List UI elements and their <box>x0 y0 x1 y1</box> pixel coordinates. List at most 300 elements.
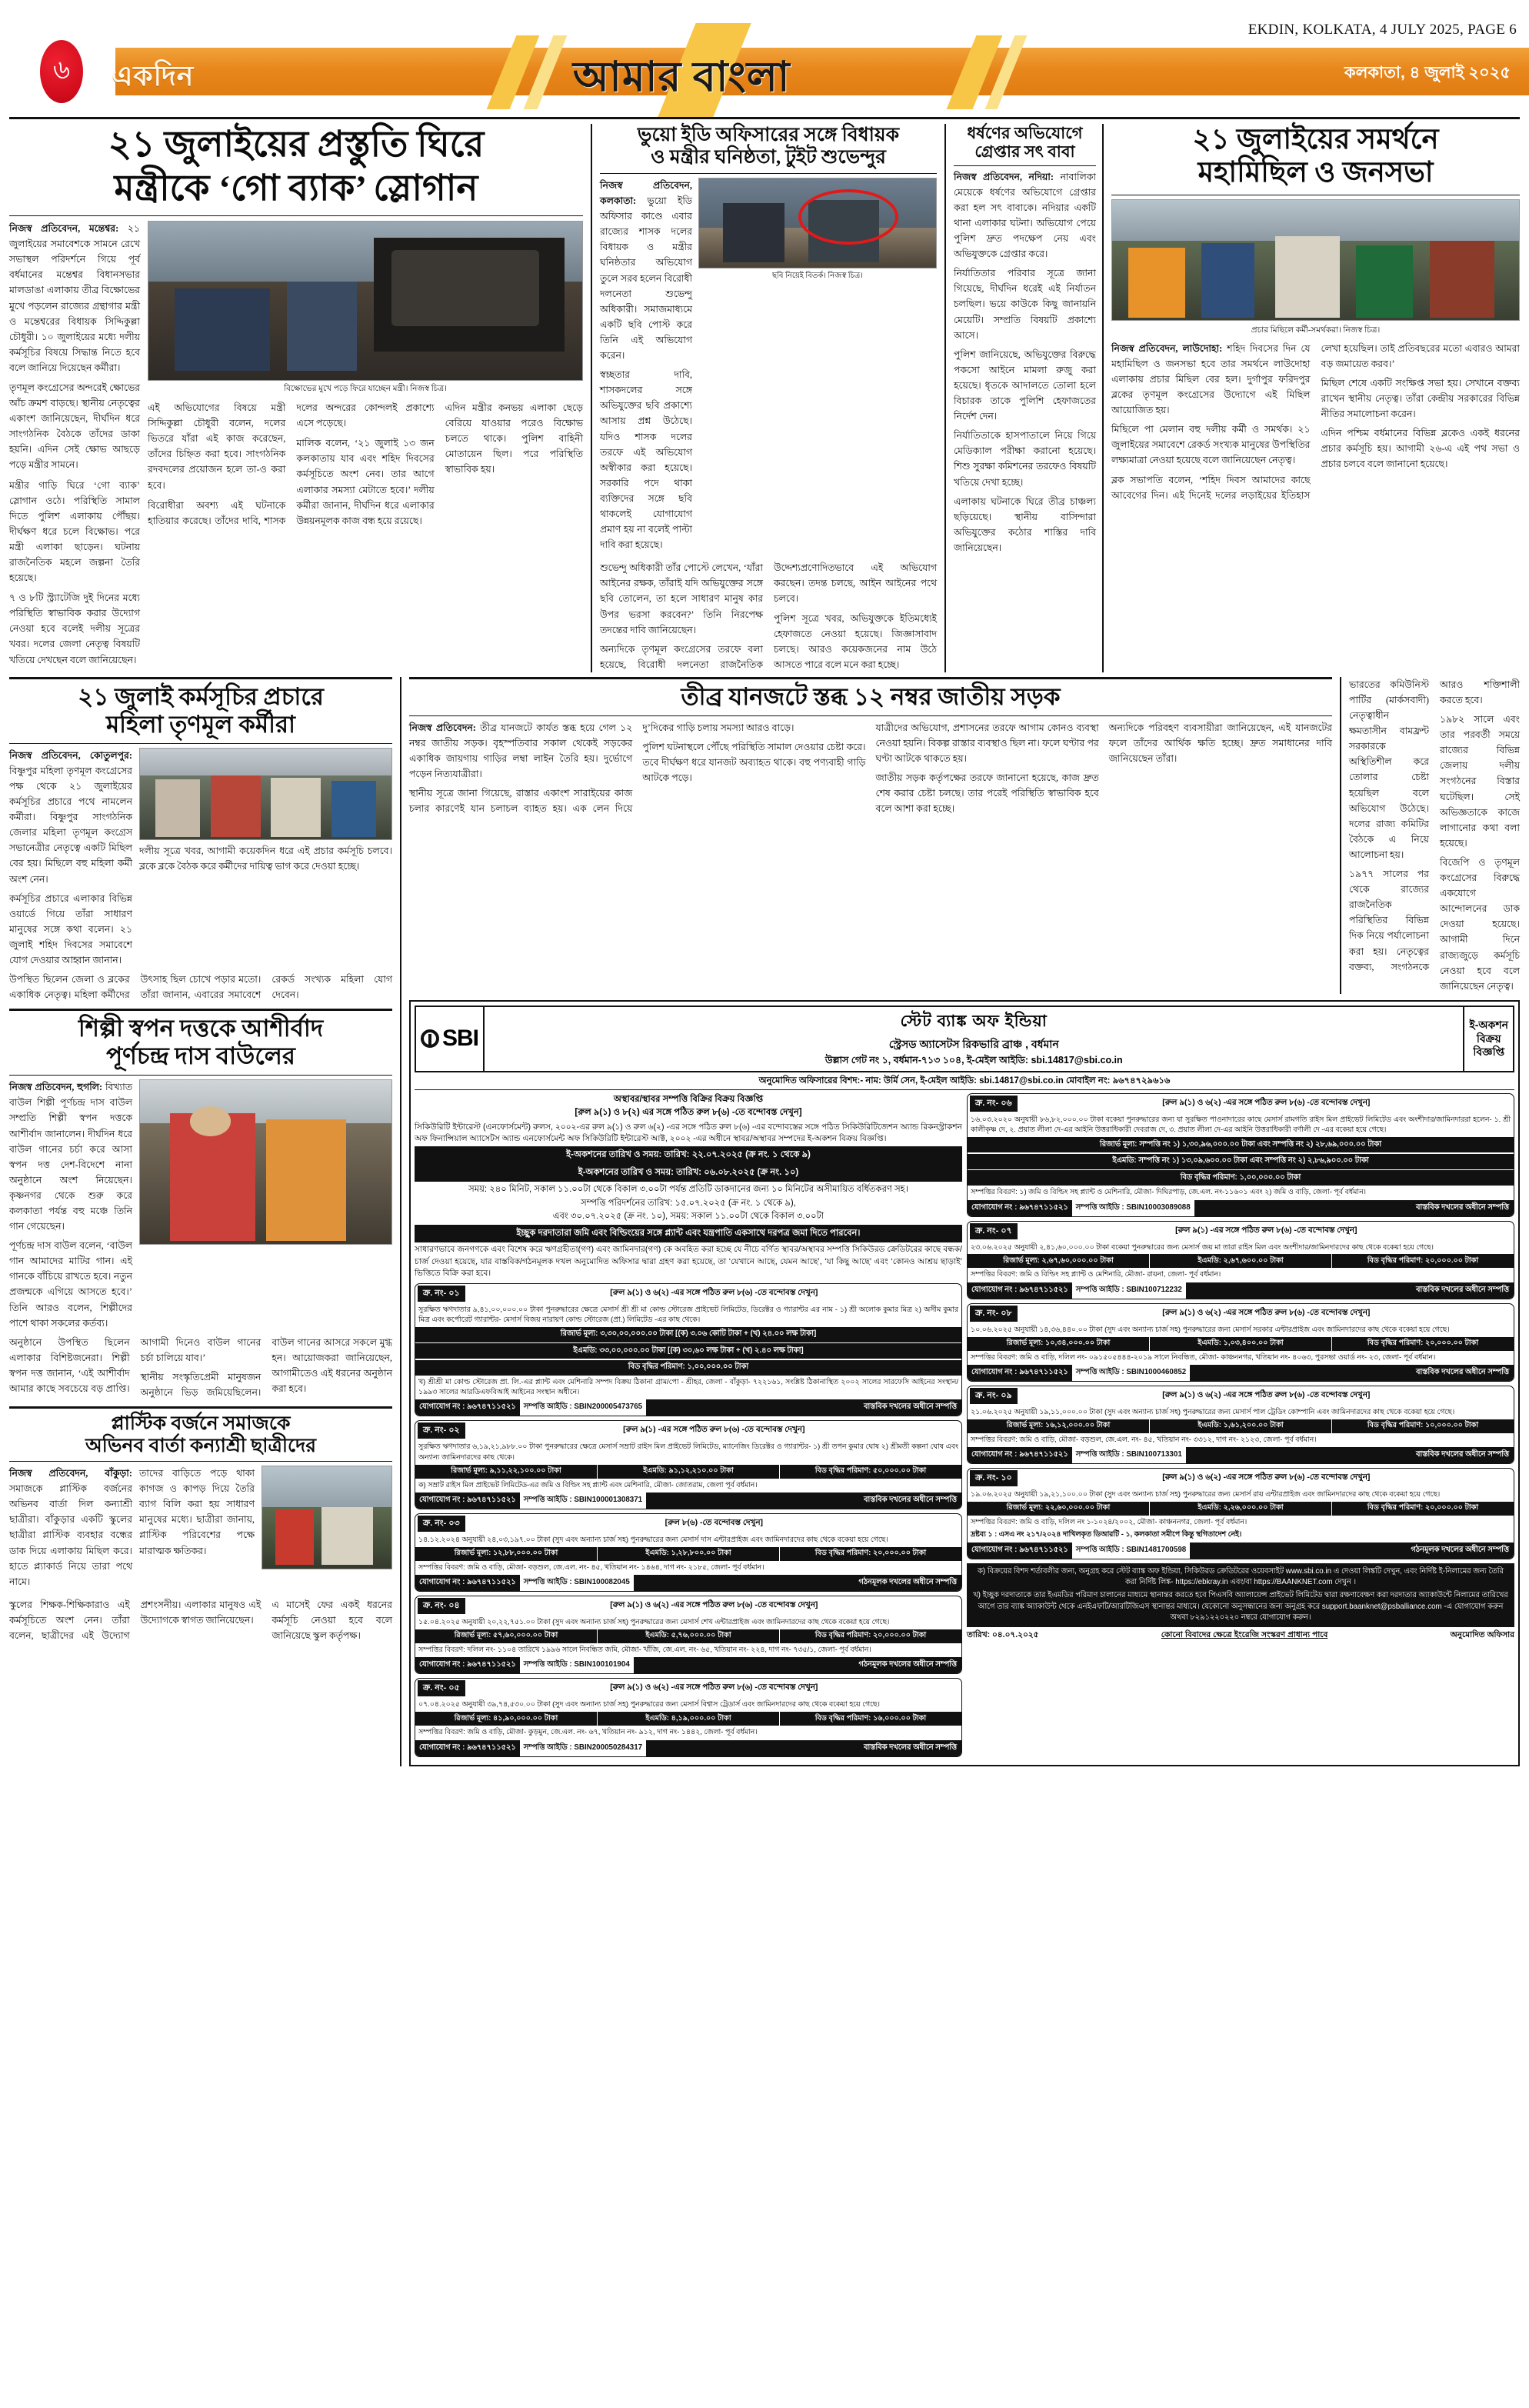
emd-value: ৩৩,০০,০০০.০০ টাকা [(ক) ৩০,৬০ লক্ষ টাকা + (খ) ২.৪০ লক্ষ টাকা] <box>599 1346 804 1355</box>
lot-extra: ক) সম্রাট রাইস মিল প্রাইভেট লিমিটেড-এর জমি ও বিল্ডিং সহ প্ল্যান্ট এবং মেশিনারি, মৌজা- জোতরাম, জেলা পূর্ব বর্ধমান। <box>418 1479 758 1489</box>
notice-body: সিকিউরিটি ইন্টারেস্ট (এনফোর্সমেন্ট) রুলস, ২০০২-এর রুল ৯(১) ও রুল ৬(২) -এর সঙ্গে পঠিত রুল ৮(৬) -এর বন্দোবস্তের সঙ্গে পঠিত সিকিউরিটিজেশন অ্যান্ড রিকনস্ট্রাকশন অফ ফিনান্সিয়াল অ্যাসেটস অ্যান্ড এনফোর্সমেন্ট অফ সিকিউরিটি ইন্টারেস্ট আক্ট, ২০০২ -এর অধীনে স্থাবর/অস্থাবর সম্পদের ই-অকশন বিক্রয় বিজ্ঞপ্তি। <box>415 1122 962 1143</box>
edition-line-bengali: কলকাতা, ৪ জুলাই ২০২৫ <box>1344 64 1511 82</box>
lot-description: সুরক্ষিত ঋণদাতার ৯,৪১,০০,০০০.০০ টাকা পুনরুদ্ধারের ক্ষেত্রে মেসার্স শ্রী শ্রী মা কোল্ড স্টোরেজ প্রাইভেট লিমিটেড, ডিরেক্টর ও গ্যারান্টর এর নাম - ১) শ্রী অলোক কুমার মিত্র ২) অসীম কুমার মিত্র এবং কর্পোরেট গ্যারান্টর- মেসার্স বিজয় নারায়ণ কোল্ড স্টোরেজ (প্রা.) লিমিটেড -এর কাছ থেকে। <box>418 1304 958 1323</box>
rally-story <box>1104 124 1520 672</box>
contact-label: যোগাযোগ নং : <box>419 1495 465 1504</box>
lot-description: ০৭.০৪.২০২৫ অনুযায়ী ৩৯,৭৪,৫৩০.০০ টাকা (সুদ এবং অন্যান্য চার্জ সহ) পুনরুদ্ধারের জন্য মেসার্স বিশ্বাস ট্রেডার্স এবং জামিনদারদের কাছ থেকে বকেয়া হয়ে গেছে। <box>418 1699 880 1709</box>
plastic-para-2: তাদের বাড়িতে পড়ে থাকা কাগজ ও কাপড় দিয়ে তৈরি ব্যাগ বিলি করা হয় সাধারণ মানুষের মধ্যে। ছাত্রীরা জানায়, প্লাস্টিক পরিবেশের পক্ষে মারাত্মক ক্ষতিকর। <box>139 1468 255 1556</box>
contact-value: ৯৬৭৪৭১১৫২১ <box>1019 1450 1068 1459</box>
divider <box>9 215 583 216</box>
highway-para-1: তীব্র যানজটে কার্যত স্তব্ধ হয়ে গেল ১২ নম্বর জাতীয় সড়ক। বৃহস্পতিবার সকাল থেকেই সড়কের একাধিক জায়গায় গাড়ির লম্বা লাইন তৈরি হয়। দুর্ভোগে পড়েন নিত্যযাত্রীরা। <box>409 722 633 780</box>
eauction-label-1: ই-অকশন <box>1469 1019 1508 1032</box>
property-id-label: সম্পত্তি আইডি : <box>523 1495 572 1504</box>
bid-value: ২০,০০০.০০ টাকা <box>873 1549 927 1558</box>
lot-number: ক্র. নং- ০১ <box>418 1286 465 1302</box>
contact-label: যোগাযোগ নং : <box>419 1660 465 1669</box>
women-photo <box>139 748 392 840</box>
lot-description: সুরক্ষিত ঋণদাতার ৬,১৯,২১,৯৮৮.০০ টাকা পুনরুদ্ধারের ক্ষেত্রে মেসার্স সম্রাট রাইস মিল প্রাইভেট লিমিটেড, ম্যানেজিং ডিরেক্টর ও গ্যারান্টর- ১) শ্রী তপন কুমার ঘোষ ২) শ্রীমতী কল্পনা ঘোষ এবং অন্যান্য জামিনদারদের কাছ থেকে। <box>418 1442 958 1461</box>
bid-value: ১,০০,০০০.০০ টাকা <box>687 1362 749 1372</box>
lot-reserve-row <box>415 1327 961 1342</box>
plastic-photo <box>261 1466 392 1569</box>
women-col-2 <box>139 748 392 968</box>
reserve-value: ৯,১১,২২,১০০.০০ টাকা <box>489 1466 561 1476</box>
plastic-para-1: সমাজকে প্লাস্টিক বর্জনের অভিনব বার্তা দিল কন্যাশ্রী ছাত্রীরা। বাঁকুড়ার একটি স্কুলের ছাত্রীরা প্লাস্টিক ব্যবহার বন্ধের ডাক দিয়ে এলাকায় মিছিল করে। হাতে প্ল্যাকার্ড নিয়ে তারা পথে নামে। <box>9 1483 132 1587</box>
lot-description: ১০.০৬.২০২৫ অনুযায়ী ১৪,৩৬,৪৪০.০০ টাকা (সুদ এবং অন্যান্য চার্জ সহ) পুনরুদ্ধারের জন্য মেসার্স সরকার এন্টারপ্রাইজ এবং জামিনদারদের কাছ থেকে বকেয়া হয়ে গেছে। <box>971 1324 1450 1333</box>
lot-rule: [রুল ৯(১) ও ৬(২) -এর সঙ্গে পঠিত রুল ৮(৬) -তে বন্দোবস্ত দেখুন] <box>1162 1390 1371 1399</box>
lead-col-2-text <box>148 400 583 529</box>
highway-para-4: যাত্রীদের অভিযোগ, প্রশাসনের তরফে আগাম কোনও ব্যবস্থা নেওয়া হয়নি। বিকল্প রাস্তার ব্যবস্থাও ছিল না। ফলে ঘণ্টার পর ঘণ্টা আটকে থাকতে হয়। <box>875 722 1099 765</box>
auction-timing: সময়: ২৪০ মিনিট, সকাল ১১.০০টা থেকে বিকাল ৩.০০টা পর্যন্ত প্রতিটি ডাকদানের জন্য ১০ মিনিটের অসীমায়িত বর্ধিতকরণ সহ। <box>468 1185 908 1195</box>
reserve-value: ৫৭,৬০,০০০.০০ টাকা <box>493 1631 558 1640</box>
bid-value: ২০,০০০.০০ টাকা <box>1425 1256 1479 1265</box>
lot-reserve-emd-row <box>415 1712 961 1726</box>
rally-photo-caption: প্রচার মিছিলে কর্মী-সমর্থকরা। নিজস্ব চিত্র। <box>1251 325 1381 335</box>
ed-para-5: পুলিশ সূত্রে খবর, অভিযুক্তকে ইতিমধ্যেই হেফাজতে নেওয়া হয়েছে। জিজ্ঞাসাবাদ চলছে। আরও কয়েকজনের নাম উঠে আসতে পারে বলে মনে করা হচ্ছে। <box>774 612 937 670</box>
sbi-bank-names <box>485 1007 1463 1071</box>
lot-rule: [রুল ৮(৬) -তে বন্দোবস্ত দেখুন] <box>665 1518 763 1527</box>
auction-lot <box>415 1596 962 1674</box>
public-notice: সাধারণভাবে জনগণকে এবং বিশেষ করে ঋণগ্রহীতা(গণ) এবং জামিনদার(গণ) কে অবহিত করা হচ্ছে যে নীচে বর্ণিত স্থাবর/অস্থাবর সম্পত্তি সিকিউরড ক্রেডিটরের কাছে বন্ধক/চার্জ দেওয়া হয়েছে, যার বাস্তবিক/গঠনমূলক দখল অনুমোদিত অফিসার দ্বারা গ্রহণ করা হয়েছে, তা ‘যেখানে আছে, যেমন আছে’, ‘যা কিছু আছে’ এবং ‘কোনও আশ্রয় ছাড়াই’ ভিত্তিতে বিক্রি করা হবে। <box>415 1245 962 1279</box>
authorised-officer-line: অনুমোদিত অফিসারের বিশদ:- নাম: উর্মি সেন, ই-মেইল আইডি: sbi.14817@sbi.co.in মোবাইল নং: ৯৬৭৪৭২৯৬১৬ <box>415 1075 1514 1090</box>
cpm-para-3: ১৯৮২ সালে এবং তার পরবর্তী সময়ে রাজ্যের বিভিন্ন জেলায় দলীয় সংগঠনের বিস্তার ঘটেছিল। সেই অভিজ্ঞতাকে কাজে লাগানোর কথা বলা হয়েছে। <box>1440 714 1520 849</box>
rally-para-3: ব্লক সভাপতি বলেন, ‘শহিদ দিবস আমাদের কাছে আবেগের দিন। এই দিনেই দলের লড়াইয়ের ইতিহাস লেখা হয়েছিল। তাই প্রতিবছরের মতো এবারও আমরা বড় জমায়েত করব।’ <box>1111 342 1520 501</box>
lot-contact-row <box>968 1365 1514 1381</box>
possession-status: গঠনমূলক দখলের অধীনে সম্পত্তি <box>858 1660 957 1669</box>
divider <box>9 743 392 744</box>
artist-col-1 <box>9 1079 132 1331</box>
emd-label: ইএমডি: <box>1198 1503 1221 1513</box>
property-id-label: সম্পত্তি আইডি : <box>1075 1545 1124 1554</box>
lead-headline-line1: ২১ জুলাইয়ের প্রস্তুতি ঘিরে <box>108 125 485 165</box>
divider <box>9 1461 392 1462</box>
bid-label: বিড বৃদ্ধির পরিমাণ: <box>1367 1256 1424 1265</box>
lot-description: ১৫.০৪.২০২৫ অনুযায়ী ২০,২২,৭৫১.০০ টাকা (সুদ এবং অন্যান্য চার্জ সহ) পুনরুদ্ধারের জন্য মেসার্স শেখ এন্টারপ্রাইজ এবং জামিনদারদের কাছ থেকে বকেয়া হয়ে গেছে। <box>418 1617 890 1626</box>
lot-contact-row <box>968 1200 1514 1216</box>
lead-para-8: এদিন মন্ত্রীর কনভয় এলাকা ছেড়ে বেরিয়ে যাওয়ার পরেও বিক্ষোভ চলতে থাকে। পুলিশ বাহিনী মোতায়েন ছিল। পরে পরিস্থিতি স্বাভাবিক হয়। <box>445 402 583 475</box>
ed-col-1 <box>600 178 692 556</box>
auction-lot <box>967 1093 1514 1217</box>
artist-para-1: বিখ্যাত বাউল শিল্পী পূর্ণচন্দ্র দাস বাউল সম্প্রতি শিল্পী স্বপন দত্তকে আশীর্বাদ জানালেন। দীর্ঘদিন ধরে বাউল গানের চর্চা করে আসা স্বপন দত্ত দেশ-বিদেশে নানা অনুষ্ঠানে অংশ নিয়েছেন। কৃষ্ণনগর থেকে শুরু করে কলকাতা পর্যন্ত বহু মঞ্চে তিনি গান গেয়েছেন। <box>9 1082 132 1232</box>
contact-label: যোগাযোগ নং : <box>419 1578 465 1587</box>
rally-para-1: শহিদ দিবসের দিন যে মহামিছিল ও জনসভা হবে তার সমর্থনে লাউদোহা এলাকায় প্রচার মিছিল বের হল। দুর্গাপুর ফরিদপুর ব্লকের তৃণমূল কংগ্রেসের উদ্যোগে এই মিছিল আয়োজিত হয়। <box>1111 342 1311 416</box>
ad-columns <box>415 1093 1514 1760</box>
bid-value: ১,০০,০০০.০০ টাকা <box>1239 1172 1301 1182</box>
ed-para-3: শুভেন্দু অধিকারী তাঁর পোস্টে লেখেন, ‘যাঁরা আইনের রক্ষক, তাঁরাই যদি অভিযুক্তের সঙ্গে ছবি তোলেন, তা হলে সাধারণ মানুষ কার উপর ভরসা করবেন?’ তিনি নিরপেক্ষ তদন্তের দাবি জানিয়েছেন। <box>600 562 763 635</box>
contact-label: যোগাযোগ নং : <box>971 1450 1018 1459</box>
plastic-col-2 <box>139 1466 255 1593</box>
plastic-story <box>9 1406 392 1643</box>
left-column-stack <box>9 677 401 1766</box>
ad-terms-a: ক) বিক্রয়ের বিশদ শর্তাবলীর জন্য, অনুগ্রহ করে স্টেট ব্যাঙ্ক অফ ইন্ডিয়া, সিকিউরড ক্রেডিটরের ওয়েবসাইট www.sbi.co.in এ দেওয়া লিঙ্কটি দেখুন, এবং নির্দিষ্ট ই-নিলামের জন্য তৈরি করা নির্দিষ্ট লিঙ্ক- https://ebkray.in এবং/বা https://BAANKNET.com দেখুন । <box>978 1566 1504 1587</box>
highway-byline: নিজস্ব প্রতিবেদন: <box>409 722 476 733</box>
women-body-row <box>9 748 392 968</box>
auction-date-line-1: ই-অকশনের তারিখ ও সময়: তারিখ: ২২.০৭.২০২৫ (ক্র নং. ১ থেকে ৯) <box>415 1146 962 1164</box>
plastic-headline-line2: অভিনব বার্তা কন্যাশ্রী ছাত্রীদের <box>85 1436 316 1457</box>
ad-column-left <box>415 1093 962 1760</box>
bid-value: ২০,০০০.০০ টাকা <box>1425 1339 1479 1348</box>
contact-value: ৯৬৭৪৭১১৫২১ <box>1019 1285 1068 1294</box>
lead-para-7: মালিক বলেন, ‘২১ জুলাই ১৩ জন কলকাতায় যাব এবং শহিদ দিবসের কর্মসূচিতে অংশ নেব। তার আগে এলাকার সমস্যা মেটাতে হবে।’ দলীয় কর্মীরা জানান, দীর্ঘদিন ধরে এলাকার উন্নয়নমূলক কাজ বন্ধ হয়ে রয়েছে। <box>296 438 435 526</box>
emd-value: ২,৬৭,৬০০.০০ টাকা <box>1223 1256 1284 1265</box>
women-story <box>9 677 392 1002</box>
auction-lot <box>415 1283 962 1417</box>
lead-para-2: তৃণমূল কংগ্রেসের অন্দরেই ক্ষোভের আঁচ ক্রমশ বাড়ছে। স্থানীয় নেতৃত্বের একাংশ জানিয়েছেন, দীর্ঘদিন ধরে সাংগঠনিক বৈঠকে তাঁদের ডাকা হয়নি। এদিন সেই ক্ষোভ আছড়ে পড়ে মন্ত্রীর সামনে। <box>9 382 140 471</box>
women-para-1: বিষ্ণুপুর মহিলা তৃণমূল কংগ্রেসের পক্ষ থেকে ২১ জুলাইয়ের কর্মসূচির প্রচারে পথে নামলেন কর্মীরা। বিষ্ণুপুর সাংগঠনিক জেলার মহিলা তৃণমূল কংগ্রেস সভানেত্রীর নেতৃত্বে একটি মিছিল বের হয়। মিছিলে বহু মহিলা কর্মী অংশ নেন। <box>9 765 132 885</box>
women-byline: নিজস্ব প্রতিবেদন, কোতুলপুর: <box>9 749 132 761</box>
baba-byline: নিজস্ব প্রতিবেদন, নদিয়া: <box>954 171 1054 182</box>
property-id-label: সম্পত্তি আইডি : <box>523 1402 572 1412</box>
highway-para-6: অন্যদিকে পরিবহণ ব্যবসায়ীরা জানিয়েছেন, এই যানজটের ফলে তাঁদের আর্থিক ক্ষতি হচ্ছে। দ্রুত সমাধানের দাবি জানিয়েছেন তাঁরা। <box>1108 722 1332 765</box>
property-id-value: SBIN200050284317 <box>574 1743 643 1752</box>
lot-bid-row <box>968 1170 1514 1186</box>
highway-para-3: পুলিশ ঘটনাস্থলে পৌঁছে পরিস্থিতি সামাল দেওয়ার চেষ্টা করে। তবে দীর্ঘক্ষণ ধরে যানজট অব্যাহত থাকে। বহু পণ্যবাহী গাড়ি আটকে পড়ে। <box>642 741 866 784</box>
lead-story <box>9 124 592 672</box>
artist-para-4: স্থানীয় সংস্কৃতিপ্রেমী মানুষজন অনুষ্ঠানে ভিড় জমিয়েছিলেন। বাউল গানের আসরে সকলে মুগ্ধ হন। আয়োজকরা জানিয়েছেন, আগামীতেও এই ধরনের অনুষ্ঠান করা হবে। <box>140 1336 392 1398</box>
artist-story <box>9 1009 392 1400</box>
lot-description: ১৯.০৬.২০২৫ অনুযায়ী ১৯,২১,১০০.০০ টাকা (সুদ এবং অন্যান্য চার্জ সহ) পুনরুদ্ধারের জন্য মেসার্স রায় এন্টারপ্রাইজ এবং জামিনদারদের কাছ থেকে বকেয়া হয়ে গেছে। <box>971 1489 1441 1499</box>
property-id-label: সম্পত্তি আইডি : <box>1075 1367 1124 1376</box>
lot-number: ক্র. নং- ০৭ <box>970 1223 1018 1239</box>
highway-para-5: জাতীয় সড়ক কর্তৃপক্ষের তরফে জানানো হয়েছে, কাজ দ্রুত শেষ করার চেষ্টা চলছে। তার পরেই পরিস্থিতি স্বাভাবিক হবে বলে আশা করা হচ্ছে। <box>875 772 1099 815</box>
bid-label: বিড বৃদ্ধির পরিমাণ: <box>628 1362 685 1372</box>
emd-value: ৪,১৯,০০০.০০ টাকা <box>671 1713 731 1723</box>
artist-para-3: অনুষ্ঠানে উপস্থিত ছিলেন এলাকার বিশিষ্টজনেরা। শিল্পী স্বপন দত্ত জানান, ‘এই আশীর্বাদ আমার কাছে সবচেয়ে বড় প্রাপ্তি। আগামী দিনেও বাউল গানের চর্চা চালিয়ে যাব।’ <box>9 1336 261 1394</box>
ed-para-2: স্বচ্ছতার দাবি, শাসকদলের সঙ্গে অভিযুক্তের ছবি প্রকাশ্যে আসায় প্রশ্ন উঠেছে। যদিও শাসক দলের তরফে এই অভিযোগ অস্বীকার করা হয়েছে। সরকারি পদে থাকা ব্যক্তিদের সঙ্গে ছবি থাকলেই যোগাযোগ প্রমাণ হয় না বলেই পাল্টা দাবি করা হয়েছে। <box>600 369 692 551</box>
reserve-label: রিজার্ভ মূল্য: <box>1003 1256 1040 1265</box>
middle-right-stack <box>401 677 1520 1766</box>
reserve-label: রিজার্ভ মূল্য: <box>451 1466 488 1476</box>
plastic-col-1 <box>9 1466 132 1593</box>
plastic-body-row <box>9 1466 392 1593</box>
plastic-col-3 <box>261 1466 392 1593</box>
lead-headline-line2: মন্ত্রীকে ‘গো ব্যাক’ স্লোগান <box>114 168 478 208</box>
contact-label: যোগাযোগ নং : <box>971 1202 1018 1212</box>
ed-col-2 <box>698 178 937 556</box>
bid-value: ২০,০০০.০০ টাকা <box>1425 1503 1479 1513</box>
lot-emd-row <box>968 1154 1514 1169</box>
auction-lot <box>967 1303 1514 1382</box>
baba-story <box>954 124 1104 672</box>
reserve-label: রিজার্ভ মূল্য: <box>1006 1339 1044 1348</box>
plastic-para-4: এ মাসেই ফের একই ধরনের কর্মসূচি নেওয়া হবে বলে জানিয়েছে স্কুল কর্তৃপক্ষ। <box>271 1599 392 1642</box>
emd-label: ইএমডি: <box>645 1549 669 1558</box>
contact-value: ৯৬৭৪৭১১৫২১ <box>467 1743 516 1752</box>
baba-para-1: নাবালিকা মেয়েকে ধর্ষণের অভিযোগে গ্রেপ্তার করা হল সৎ বাবাকে। নদিয়ার একটি থানা এলাকার ঘটনা। অভিযোগ পেয়ে পুলিশ দ্রুত পদক্ষেপ নেয় এবং অভিযুক্তকে গ্রেপ্তার করে। <box>954 171 1096 260</box>
publication-logo: একদিন <box>112 60 195 92</box>
lot-rule: [রুল ৯(১) -এর সঙ্গে পঠিত রুল ৮(৬) -তে বন্দোবস্ত দেখুন] <box>1175 1226 1357 1235</box>
reserve-value: ১২,৮৮,০০০.০০ টাকা <box>493 1549 558 1558</box>
cpm-para-1: ভারতের কমিউনিস্ট পার্টির (মার্কসবাদী) নেতৃত্বাধীন ক্ষমতাসীন বামফ্রন্ট সরকারকে অস্থিতিশীল করে তোলার চেষ্টা হয়েছিল বলে অভিযোগ উঠেছে। দলের রাজ্য কমিটির বৈঠকে এ নিয়ে আলোচনা হয়। <box>1349 679 1429 860</box>
reserve-value: ৪১,৯০,০০০.০০ টাকা <box>493 1713 558 1723</box>
lot-reserve-emd-row <box>968 1419 1514 1433</box>
property-id-value: SBIN200005473765 <box>574 1402 643 1412</box>
possession-status: বাস্তবিক দখলের অধীনে সম্পত্তি <box>1415 1367 1509 1376</box>
right-headline-group <box>946 124 1520 672</box>
plastic-headline-line1: প্লাস্টিক বর্জনে সমাজকে <box>111 1413 291 1435</box>
emd-label: ইএমডি: <box>645 1713 669 1723</box>
baba-para-4: নির্যাতিতাকে হাসপাতালে নিয়ে গিয়ে মেডিক্যাল পরীক্ষা করানো হয়েছে। শিশু সুরক্ষা কমিশনের তরফেও বিষয়টি খতিয়ে দেখা হচ্ছে। <box>954 430 1096 488</box>
women-col-1 <box>9 748 132 968</box>
contact-value: ৯৬৭৪৭১১৫২১ <box>1019 1367 1068 1376</box>
highway-headline: তীব্র যানজটে স্তব্ধ ১২ নম্বর জাতীয় সড়ক <box>681 682 1061 710</box>
lead-para-3: মন্ত্রীর গাড়ি ঘিরে ‘গো ব্যাক’ স্লোগান ওঠে। পরিস্থিতি সামাল দিতে পুলিশ এলাকায় পৌঁছয়। দীর্ঘক্ষণ ধরে চলে বিক্ষোভ। পরে মন্ত্রী এলাকা ছাড়েন। ঘটনায় রাজনৈতিক মহলে জল্পনা তৈরি হয়েছে। <box>9 479 140 584</box>
bid-value: ১০,০০০.০০ টাকা <box>1425 1421 1479 1430</box>
lot-number: ক্র. নং- ০৩ <box>418 1516 465 1532</box>
lot-number: ক্র. নং- ০৯ <box>970 1388 1018 1404</box>
eauction-label-3: বিজ্ঞপ্তি <box>1473 1046 1505 1059</box>
property-id-value: SBIN1481700598 <box>1126 1545 1187 1554</box>
possession-status: বাস্তবিক দখলের অধীনে সম্পত্তি <box>1415 1450 1509 1459</box>
bid-label: বিড বৃদ্ধির পরিমাণ: <box>814 1549 871 1558</box>
bid-label: বিড বৃদ্ধির পরিমাণ: <box>814 1713 871 1723</box>
reserve-label: রিজার্ভ মূল্য: <box>454 1713 491 1723</box>
reserve-value: ১০,৩৪,০০০.০০ টাকা <box>1045 1339 1111 1348</box>
contact-label: যোগাযোগ নং : <box>971 1285 1018 1294</box>
lot-rule: [রুল ৯(১) ও ৬(২) -এর সঙ্গে পঠিত রুল ৮(৬) -তে বন্দোবস্ত দেখুন] <box>1162 1308 1371 1317</box>
ad-signature-row <box>967 1627 1514 1643</box>
artist-photo <box>139 1079 392 1245</box>
auction-lot <box>415 1678 962 1756</box>
property-id-value: SBIN10003089088 <box>1126 1202 1191 1212</box>
lot-description: ১৪.১২.২০২৪ অনুযায়ী ২৪,০৩,১৯৭.০০ টাকা (সুদ এবং অন্যান্য চার্জ সহ) পুনরুদ্ধারের জন্য মেসার্স দাস এন্টারপ্রাইজ এবং জামিনদারদের কাছ থেকে বকেয়া হয়ে গেছে। <box>418 1534 888 1543</box>
emd-value: সম্পত্তি নং ১) ১৩,০৯,৬০০.০০ টাকা এবং সম্পত্তি নং ২) ২,৮৬,৯০০.০০ টাকা <box>1138 1156 1369 1166</box>
sbi-branch-address: উল্লাস গেট নং ১, বর্ধমান-৭১৩ ১০৪, ই-মেইল আইডি: sbi.14817@sbi.co.in <box>824 1054 1123 1066</box>
auction-date-line-2: ই-অকশনের তারিখ ও সময়: তারিখ: ০৬.০৮.২০২৫ (ক্র নং. ১০) <box>415 1164 962 1182</box>
property-id-value: SBIN100101904 <box>574 1660 630 1669</box>
lead-photo <box>148 221 583 381</box>
property-id-label: সম্পত্তি আইডি : <box>1075 1450 1124 1459</box>
contact-value: ৯৬৭৪৭১১৫২১ <box>1019 1545 1068 1554</box>
lot-number: ক্র. নং- ০২ <box>418 1422 465 1439</box>
baba-headline-line1: ধর্ষণের অভিযোগে <box>967 124 1083 142</box>
sbi-ad-header <box>415 1006 1514 1072</box>
lot-extra: খ) শ্রীশ্রী মা কোল্ড স্টোরেজ প্রা. লি.-এর প্ল্যান্ট এবং মেশিনারি সম্পদ বিক্রয় ঠিকানা গ্রাম/পো - শ্রীহর, জেলা - বাঁকুড়া- ৭২২১৬১, সংশ্লিষ্ট ঠিকানাস্থিত ২০০২ সালের সারফেসি আইনের সংস্থান/১৯৯৩ সালের আরডিএফবিআই আইনের সংস্থান অধীনে। <box>418 1376 958 1396</box>
lot-reserve-row <box>968 1137 1514 1152</box>
ed-col-rest <box>600 560 937 672</box>
emd-label: ইএমডি: <box>1112 1156 1137 1166</box>
bid-label: বিড বৃদ্ধির পরিমাণ: <box>1180 1172 1238 1182</box>
ad-authorised-officer: অনুমোদিত অফিসার <box>1450 1630 1514 1640</box>
lead-para-5: এই অভিযোগের বিষয়ে মন্ত্রী সিদ্দিকুল্লা চৌধুরী বলেন, দলের ভিতরে যাঁরা এই কাজ করেছেন, তাঁদের চিহ্নিত করা হবে। সাংগঠনিক রদবদলের প্রয়োজন হলে তা-ও করা হবে। <box>148 402 286 491</box>
artist-byline: নিজস্ব প্রতিবেদন, হুগলি: <box>9 1082 103 1093</box>
women-headline-line2: মহিলা তৃণমূল কর্মীরা <box>105 710 296 738</box>
property-id-value: SBIN100082045 <box>574 1578 630 1587</box>
women-col-rest <box>9 972 392 1002</box>
rally-para-5: এদিন পশ্চিম বর্ধমানের বিভিন্ন ব্লকেও একই ধরনের প্রচার কর্মসূচি হয়। আগামী ২৬-এ এই পথ সভা ও প্রচার চলবে বলে জানানো হয়েছে। <box>1321 428 1520 470</box>
lot-description: ২১.০৬.২০২৫ অনুযায়ী ১৯,১১,০০০.০০ টাকা (সুদ এবং অন্যান্য চার্জ সহ) পুনরুদ্ধারের জন্য মেসার্স পাল ট্রেডিং কোম্পানি এবং জামিনদারদের কাছ থেকে বকেয়া হয়ে গেছে। <box>971 1406 1455 1416</box>
divider <box>409 715 1332 716</box>
second-row <box>9 677 1520 1766</box>
rally-para-2: মিছিলে পা মেলান বহু দলীয় কর্মী ও সমর্থক। ২১ জুলাইয়ের সমাবেশে রেকর্ড সংখ্যক মানুষের উপস্থিতির লক্ষ্যমাত্রা নেওয়া হয়েছে বলে জানিয়েছেন নেতৃত্ব। <box>1111 424 1311 466</box>
emd-label: ইএমডি: <box>1198 1256 1221 1265</box>
highway-para-2: স্থানীয় সূত্রে জানা গিয়েছে, রাস্তার একাংশ সারাইয়ের কাজ চলার কারণেই যান চলাচল ব্যাহত হয়। এক লেন দিয়ে দু’দিকের গাড়ি চলায় সমস্যা আরও বাড়ে। <box>409 722 794 815</box>
lot-emd-row <box>415 1343 961 1359</box>
ed-headline-line1: ভুয়ো ইডি অফিসারের সঙ্গে বিধায়ক <box>637 125 900 145</box>
page-content <box>0 117 1529 1766</box>
bid-label: বিড বৃদ্ধির পরিমাণ: <box>1367 1421 1424 1430</box>
ed-story <box>592 124 946 672</box>
lot-contact-row <box>415 1492 961 1509</box>
lot-extra: সম্পত্তির বিবরণ: ১) জমি ও বিল্ডিং সহ প্ল্যান্ট ও মেশিনারি, মৌজা- দিঘিরপাড়, জে.এল. নং-১১৬০১ এবং ২) জমি ও বাড়ি, জেলা- পূর্ব বর্ধমান। <box>971 1187 1367 1196</box>
reserve-value: ২,৬৭,৬০,০০০.০০ টাকা <box>1041 1256 1114 1265</box>
emd-value: ১,০৩,৪০০.০০ টাকা <box>1223 1339 1284 1348</box>
ed-byline: নিজস্ব প্রতিবেদন, কলকাতা: <box>600 180 692 207</box>
cpm-para-2: ১৯৭৭ সালের পর থেকে রাজ্যের রাজনৈতিক পরিস্থিতির বিভিন্ন দিক নিয়ে পর্যালোচনা করা হয়। নেতৃত্বের বক্তব্য, সংগঠনকে আরও শক্তিশালী করতে হবে। <box>1349 679 1520 972</box>
emd-label: ইএমডি: <box>573 1346 598 1355</box>
reserve-label: রিজার্ভ মূল্য: <box>454 1549 491 1558</box>
baba-para-3: পুলিশ জানিয়েছে, অভিযুক্তের বিরুদ্ধে পকসো আইনে মামলা রুজু করা হয়েছে। ধৃতকে আদালতে তোলা হলে বিচারক তাকে পুলিশি হেফাজতের নির্দেশ দেন। <box>954 349 1096 422</box>
possession-status: বাস্তবিক দখলের অধীনে সম্পত্তি <box>1415 1202 1509 1212</box>
lot-contact-row <box>415 1740 961 1756</box>
reserve-label: রিজার্ভ মূল্য: <box>1006 1421 1044 1430</box>
notice-title: অস্থাবর/স্থাবর সম্পত্তি বিক্রির বিক্রয় বিজ্ঞপ্তি <box>613 1095 764 1105</box>
auction-lot <box>415 1420 962 1509</box>
auction-lot <box>967 1221 1514 1299</box>
ed-para-4: অন্যদিকে তৃণমূল কংগ্রেসের তরফে বলা হয়েছে, বিরোধী দলনেতা রাজনৈতিক উদ্দেশ্যপ্রণোদিতভাবে এই অভিযোগ করছেন। তদন্ত চলছে, আইন আইনের পথে চলবে। <box>600 562 937 670</box>
lot-contact-row <box>968 1282 1514 1299</box>
women-para-2: কর্মসূচির প্রচারে এলাকার বিভিন্ন ওয়ার্ডে গিয়ে তাঁরা সাধারণ মানুষের সঙ্গে কথা বলেন। ২১ জুলাই শহিদ দিবসের সমাবেশে যোগ দেওয়ার আহ্বান জানান। <box>9 892 132 966</box>
ad-terms-b: খ) ইচ্ছুক দরদাতাকে তার ইএমডির পরিমাণ চালানের মাধ্যমে স্থানান্তর করতে হবে পিএসবি অ্যালায়েন্স প্রাইভেট লিমিটেড দ্বারা রক্ষণাবেক্ষণ করা দরদাতার অ্যাকাউন্টে নিলামের তারিখের আগে তার ব্যাঙ্ক অ্যাকাউন্ট থেকে এনইএফটি/আরটিজিএস স্থানান্তর মাধ্যমে। যেকোনো অনুসন্ধানের জন্য অনুগ্রহ করে support.baanknet@psballiance.com -এ যোগাযোগ করুন অথবা ৮২৯১২২০২২০ নম্বরে যোগাযোগ করুন। <box>973 1591 1508 1623</box>
rally-para-4: মিছিল শেষে একটি সংক্ষিপ্ত সভা হয়। সেখানে বক্তব্য রাখেন স্থানীয় নেতৃত্ব। তাঁরা কেন্দ্রীয় সরকারের বিভিন্ন নীতির সমালোচনা করেন। <box>1321 378 1520 420</box>
lot-extra: সম্পত্তির বিবরণ: জমি ও বাড়ি, মৌজা- বড়শুল, জে.এল. নং- ৪৫, খতিয়ান নং- ৩৩১২, দাগ নং- ২১২৩, জেলা- পূর্ব বর্ধমান। <box>971 1434 1317 1443</box>
lead-photo-caption: বিক্ষোভের মুখে পড়ে ফিরে যাচ্ছেন মন্ত্রী। নিজস্ব চিত্র। <box>284 385 447 394</box>
edition-line-english: EKDIN, KOLKATA, 4 JULY 2025, PAGE 6 <box>1248 22 1517 38</box>
lot-rule: [রুল ৯(১) ও ৬(২) -এর সঙ্গে পঠিত রুল ৮(৬) -তে বন্দোবস্ত দেখুন] <box>1162 1099 1371 1108</box>
divider <box>9 1075 392 1076</box>
sbi-branch-name: স্ট্রেসড অ্যাসেটস রিকভারি ব্রাঞ্চ , বর্ধমান <box>888 1037 1059 1050</box>
lot-number: ক্র. নং- ০৪ <box>418 1598 465 1614</box>
highway-row <box>409 677 1520 994</box>
lead-col-2 <box>148 221 583 668</box>
contact-value: ৯৬৭৪৭১১৫২১ <box>467 1495 516 1504</box>
property-id-value: SBIN100713301 <box>1126 1450 1182 1459</box>
reserve-label: রিজার্ভ মূল্য: <box>1006 1503 1044 1513</box>
emd-label: ইএমডি: <box>643 1466 667 1476</box>
bid-label: বিড বৃদ্ধির পরিমাণ: <box>814 1631 871 1640</box>
top-headline-row <box>9 117 1520 672</box>
sbi-keyhole-icon <box>421 1029 439 1048</box>
plastic-para-3: স্কুলের শিক্ষক-শিক্ষিকারাও এই কর্মসূচিতে অংশ নেন। তাঁরা বলেন, ছাত্রীদের এই উদ্যোগ প্রশংসনীয়। এলাকার মানুষও এই উদ্যোগকে স্বাগত জানিয়েছেন। <box>9 1599 261 1642</box>
baba-para-5: এলাকায় ঘটনাকে ঘিরে তীব্র চাঞ্চল্য ছড়িয়েছে। স্থানীয় বাসিন্দারা অভিযুক্তের কঠোর শাস্তির দাবি জানিয়েছেন। <box>954 495 1096 553</box>
bid-value: ১৬,০০০.০০ টাকা <box>873 1713 927 1723</box>
lot-rule: [রুল ৯(১) ও ৬(২) -এর সঙ্গে পঠিত রুল ৮(৬) -তে বন্দোবস্ত দেখুন] <box>610 1601 818 1610</box>
bidder-note: ইচ্ছুক দরদাতারা জমি এবং বিল্ডিংয়ের সঙ্গে প্ল্যান্ট এবং যন্ত্রপাতি একসাথে দরপত্র জমা দিতে পারবেন। <box>415 1225 962 1242</box>
property-id-label: সম্পত্তি আইডি : <box>1075 1285 1124 1294</box>
ed-para-1: ভুয়ো ইডি অফিসার কাণ্ডে এবার রাজ্যের শাসক দলের বিধায়ক ও মন্ত্রীর ঘনিষ্ঠতার অভিযোগ তুলে সরব হলেন বিরোধী দলনেতা শুভেন্দু অধিকারী। সমাজমাধ্যমে একটি ছবি পোস্ট করে তিনি এই অভিযোগ করেন। <box>600 195 692 362</box>
sbi-logo-text: SBI <box>442 1026 479 1052</box>
sbi-auction-advertisement <box>409 1000 1520 1766</box>
ed-photo <box>698 178 937 268</box>
lead-byline: নিজস্ব প্রতিবেদন, মন্তেশ্বর: <box>9 223 119 235</box>
baba-para-2: নির্যাতিতার পরিবার সূত্রে জানা গিয়েছে, দীর্ঘদিন ধরেই এই নির্যাতন চলছিল। ভয়ে কাউকে কিছু জানায়নি মেয়েটি। সম্প্রতি বিষয়টি প্রকাশ্যে আসে। <box>954 268 1096 341</box>
contact-value: ৯৬৭৪৭১১৫২১ <box>467 1660 516 1669</box>
highway-text <box>409 720 1332 817</box>
lot-number: ক্র. নং- ০৬ <box>970 1096 1018 1112</box>
plastic-col-rest <box>9 1597 392 1643</box>
property-id-value: SBIN1000460852 <box>1126 1367 1187 1376</box>
artist-headline-line2: পূর্ণচন্দ্র দাস বাউলের <box>106 1042 295 1070</box>
lot-reserve-emd-row <box>968 1337 1514 1351</box>
possession-status: গঠনমূলক দখলের অধীনে সম্পত্তি <box>858 1578 957 1587</box>
artist-body-row <box>9 1079 392 1331</box>
lot-number: ক্র. নং- ১০ <box>970 1470 1018 1486</box>
lot-reserve-emd-row <box>415 1629 961 1643</box>
possession-status: বাস্তবিক দখলের অধীনে সম্পত্তি <box>1415 1285 1509 1294</box>
reserve-value: ২২,৬০,০০০.০০ টাকা <box>1045 1503 1111 1513</box>
lot-contact-row <box>415 1399 961 1416</box>
lot-rule: [রুল ৯(১) ও ৬(২) -এর সঙ্গে পঠিত রুল ৮(৬) -তে বন্দোবস্ত দেখুন] <box>1162 1473 1371 1482</box>
artist-headline-line1: শিল্পী স্বপন দত্তকে আশীর্বাদ <box>78 1015 324 1042</box>
ad-date: তারিখ: ০৪.০৭.২০২৫ <box>967 1630 1039 1640</box>
ed-photo-caption: ছবি নিয়েই বিতর্ক। নিজস্ব চিত্র। <box>772 272 863 280</box>
reserve-label: রিজার্ভ মূল্য: <box>454 1631 491 1640</box>
lead-body-row <box>9 221 583 668</box>
auction-lot <box>415 1513 962 1592</box>
lot-contact-row <box>968 1543 1514 1559</box>
lot-number: ক্র. নং- ০৫ <box>418 1680 465 1696</box>
contact-value: ৯৬৭৪৭১১৫২১ <box>467 1578 516 1587</box>
emd-value: ৯১,১২,২১০.০০ টাকা <box>668 1466 734 1476</box>
plastic-byline: নিজস্ব প্রতিবেদন, বাঁকুড়া: <box>9 1468 132 1479</box>
reserve-label: রিজার্ভ মূল্য: <box>560 1329 598 1339</box>
lot-rule: [রুল ৯(১) ও ৬(২) -এর সঙ্গে পঠিত রুল ৮(৬) -তে বন্দোবস্ত দেখুন] <box>610 1683 818 1693</box>
highway-story <box>409 677 1341 994</box>
divider <box>600 173 937 174</box>
sbi-logo <box>416 1007 485 1071</box>
eauction-banner <box>1463 1007 1513 1071</box>
bid-label: বিড বৃদ্ধির পরিমাণ: <box>1367 1339 1424 1348</box>
bid-label: বিড বৃদ্ধির পরিমাণ: <box>814 1466 871 1476</box>
property-id-value: SBIN100712232 <box>1126 1285 1182 1294</box>
notice-subtitle: [রুল ৯(১) ও ৮(২) এর সঙ্গে পঠিত রুল ৮(৬) -তে বন্দোবস্ত দেখুন] <box>575 1108 802 1118</box>
artist-col-rest <box>9 1335 392 1400</box>
possession-status: বাস্তবিক দখলের অধীনে সম্পত্তি <box>863 1402 957 1412</box>
women-para-4: উপস্থিত ছিলেন জেলা ও ব্লকের একাধিক নেতৃত্ব। মহিলা কর্মীদের উৎসাহ ছিল চোখে পড়ার মতো। তাঁরা জানান, এবারের সমাবেশে রেকর্ড সংখ্যক মহিলা যোগ দেবেন। <box>9 974 392 1001</box>
reserve-label: রিজার্ভ মূল্য: <box>1099 1139 1138 1149</box>
property-id-label: সম্পত্তি আইডি : <box>523 1743 572 1752</box>
emd-label: ইএমডি: <box>1198 1339 1221 1348</box>
lot-reserve-emd-row <box>415 1547 961 1561</box>
masthead <box>0 0 1529 117</box>
ad-column-right <box>967 1093 1514 1760</box>
bid-value: ২০,০০০.০০ টাকা <box>873 1631 927 1640</box>
emd-label: ইএমডি: <box>645 1631 669 1640</box>
lead-para-1: ২১ জুলাইয়ের সমাবেশকে সামনে রেখে সভাস্থল পরিদর্শনে গিয়ে পূর্ব বর্ধমানের মন্তেশ্বর বিধানসভার মালডাঙা এলাকায় তীব্র বিক্ষোভের মুখে পড়লেন রাজ্যের গ্রন্থাগার মন্ত্রী ও মন্তেশ্বরের বিধায়ক সিদ্দিকুল্লা চৌধুরী। ১০ জুলাইয়ের মধ্যে দলীয় কর্মসূচির বিষয়ে সিদ্ধান্ত নিতে হবে বলে জানিয়ে দিয়েছেন কর্মীরা। <box>9 223 140 373</box>
property-id-label: সম্পত্তি আইডি : <box>523 1660 572 1669</box>
lot-contact-row <box>415 1575 961 1591</box>
bid-value: ৫০,০০০.০০ টাকা <box>873 1466 927 1476</box>
lead-para-6: বিরোধীরা অবশ্য এই ঘটনাকে হাতিয়ার করেছে। তাঁদের দাবি, শাসক দলের অন্দরের কোন্দলই প্রকাশ্যে এসে পড়েছে। <box>148 402 435 526</box>
property-id-label: সম্পত্তি আইডি : <box>1075 1202 1124 1212</box>
emd-value: ১,৬১,২০০.০০ টাকা <box>1223 1421 1284 1430</box>
sbi-bank-name: স্টেট ব্যাঙ্ক অফ ইন্ডিয়া <box>900 1012 1048 1030</box>
artist-para-2: পূর্ণচন্দ্র দাস বাউল বলেন, ‘বাউল গান আমাদের মাটির গান। এই গানকে বাঁচিয়ে রাখতে হবে। নতুন প্রজন্মকে এগিয়ে আসতে হবে।’ তিনি আরও বলেন, শিল্পীদের পাশে থাকা সকলের কর্তব্য। <box>9 1240 132 1329</box>
lot-footnote: দ্রষ্টব্য ১ : এসএ নং ২১৭/২০২৪ দাখিলকৃত ডিআরটি - ১, কলকাতা সমীপে কিন্তু স্থগিতাদেশ নেই। <box>971 1529 1242 1539</box>
contact-label: যোগাযোগ নং : <box>971 1367 1018 1376</box>
lot-extra: সম্পত্তির বিবরণ: জমি ও বাড়ি, দলিল নং- ০৯১৫০৫৪৪৪-২০১৯ সালে নিবন্ধিত, মৌজা- কাঞ্চননগর, খতিয়ান নং- ৪০৬৩, পুরসভা ওয়ার্ড নং- ২৩, জেলা- পূর্ব বর্ধমান। <box>971 1352 1436 1361</box>
page-title: আমার বাংলা <box>573 54 791 100</box>
lot-extra: সম্পত্তির বিবরণ: জমি ও বাড়ি, মৌজা- কুড়মুন, জে.এল. নং- ৬৭, খতিয়ান নং- ৯১২, দাগ নং- ১৪৪২, জেলা- পূর্ব বর্ধমান। <box>418 1727 758 1736</box>
lot-bid-row <box>415 1360 961 1376</box>
contact-label: যোগাযোগ নং : <box>419 1743 465 1752</box>
possession-status: বাস্তবিক দখলের অধীনে সম্পত্তি <box>863 1743 957 1752</box>
rally-byline: নিজস্ব প্রতিবেদন, লাউদোহা: <box>1111 342 1223 354</box>
lead-para-4: ৭ ও ৮টি স্ট্র্যাটেজি দুই দিনের মধ্যে পরিস্থিতি স্বাভাবিক করার উদ্যোগ নেওয়া হবে বলেই দলীয় সূত্রের খবর। দলের জেলা নেতৃত্ব বিষয়টি খতিয়ে দেখছেন বলে জানিয়েছেন। <box>9 592 140 665</box>
ed-body-row <box>600 178 937 556</box>
reserve-value: ১৬,১২,০০০.০০ টাকা <box>1045 1421 1111 1430</box>
lead-col-1 <box>9 221 140 668</box>
eauction-label-2: বিক্রয় <box>1476 1032 1501 1045</box>
